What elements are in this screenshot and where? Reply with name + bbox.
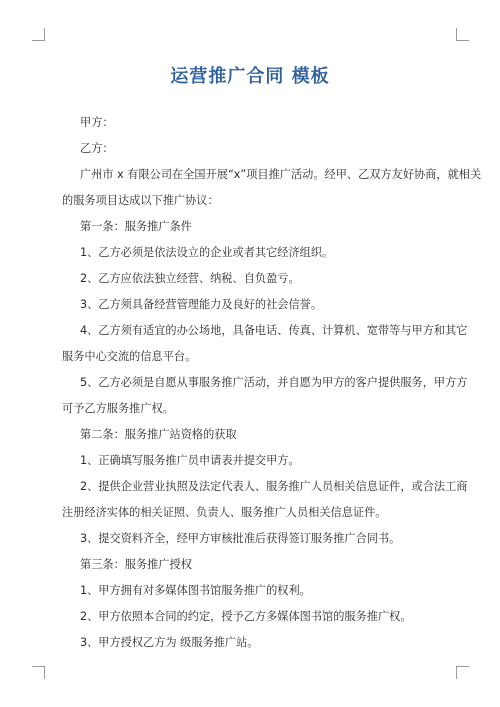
article-1-clause-3: 3、乙方须具备经营管理能力及良好的社会信誉。 (80, 298, 323, 311)
article-2-clause-1: 1、正确填写服务推广员申请表并提交甲方。 (80, 454, 300, 467)
crop-mark-top-right (456, 28, 469, 41)
article-2-clause-2-line-2: 注册经济实体的相关证照、负责人、服务推广人员相关信息证件。 (62, 506, 387, 519)
crop-mark-bottom-right (456, 666, 469, 679)
article-1-clause-4-line-2: 服务中心交流的信息平台。 (62, 350, 197, 363)
crop-mark-top-left (32, 28, 45, 41)
article-3-clause-3: 3、甲方授权乙方为 级服务推广站。 (80, 636, 259, 649)
article-1-clause-5-line-1: 5、乙方必须是自愿从事服务推广活动，并自愿为甲方的客户提供服务，甲方方 (80, 376, 468, 389)
intro-paragraph-line-1: 广州市 x 有限公司在全国开展“x”项目推广活动。经甲、乙双方友好协商，就相关 (80, 168, 482, 181)
article-1-heading: 第一条：服务推广条件 (80, 220, 192, 233)
document-body (62, 110, 482, 656)
party-a-line: 甲方： (80, 116, 114, 129)
article-1-clause-5-line-2: 可予乙方服务推广权。 (62, 402, 174, 415)
party-b-line: 乙方： (80, 142, 114, 155)
article-2-clause-3: 3、提交资料齐全，经甲方审核批准后获得签订服务推广合同书。 (80, 532, 401, 545)
article-3-clause-2: 2、甲方依照本合同的约定，授予乙方多媒体图书馆的服务推广权。 (80, 610, 412, 623)
article-1-clause-1: 1、乙方必须是依法设立的企业或者其它经济组织。 (80, 246, 334, 259)
article-3-heading: 第三条：服务推广授权 (80, 558, 192, 571)
crop-mark-bottom-left (32, 666, 45, 679)
article-2-heading: 第二条：服务推广站资格的获取 (80, 428, 237, 441)
article-2-clause-2-line-1: 2、提供企业营业执照及法定代表人、服务推广人员相关信息证件，或合法工商 (80, 480, 468, 493)
article-3-clause-1: 1、甲方拥有对多媒体图书馆服务推广的权利。 (80, 584, 311, 597)
article-1-clause-4-line-1: 4、乙方须有适宜的办公场地，具备电话、传真、计算机、宽带等与甲方和其它 (80, 324, 468, 337)
article-1-clause-2: 2、乙方应依法独立经营、纳税、自负盈亏。 (80, 272, 300, 285)
intro-paragraph-line-2: 的服务项目达成以下推广协议： (62, 194, 219, 207)
document-title: 运营推广合同 模板 (170, 66, 330, 87)
